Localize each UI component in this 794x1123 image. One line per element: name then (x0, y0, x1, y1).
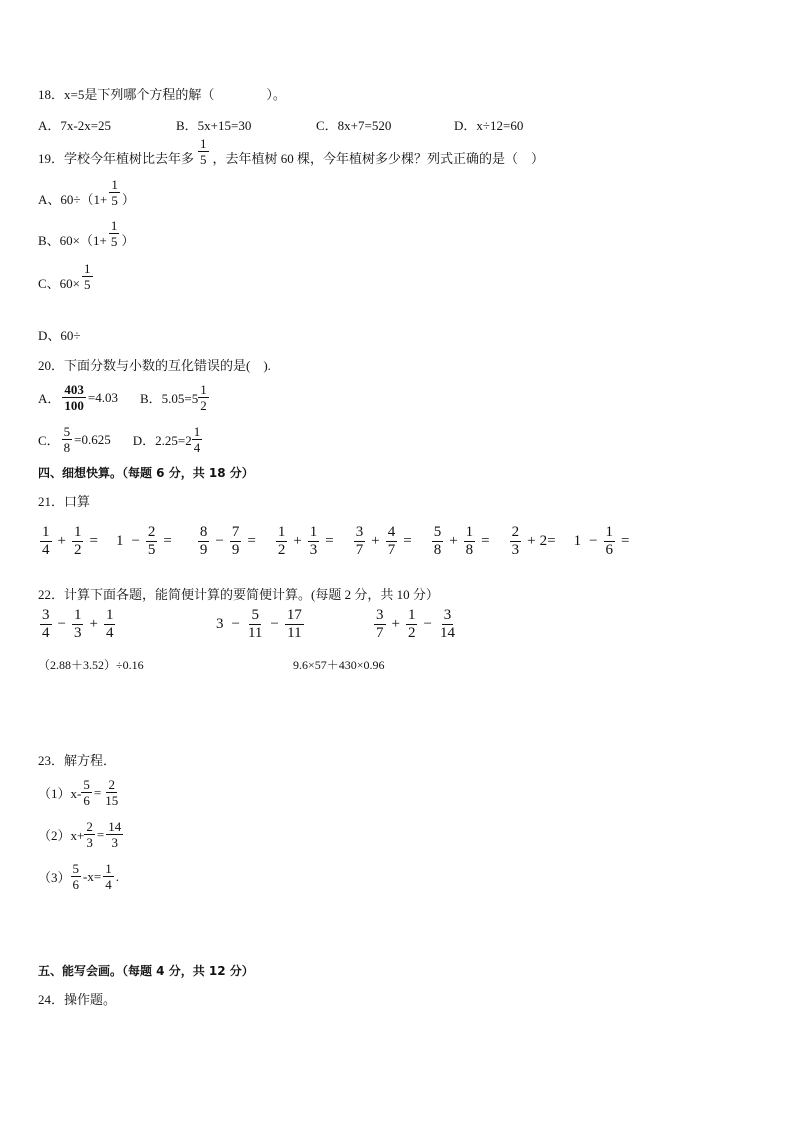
q23-title: 23．解方程． (38, 753, 117, 768)
q22-expr-1: $\frac{3}{4}$ − $\frac{1}{3}$ + $\frac{1}{4}$ (42, 607, 114, 641)
q23-part-1: （1）x- $\frac{5}{6}$ = $\frac{2}{15}$ (38, 777, 119, 808)
q20-options-ab: A． $\frac{403}{100}$ =4.03 B．5.05=5 $\frac{1}{2}$ (38, 382, 207, 413)
q21-item: $\frac{1}{4}$ + $\frac{1}{2}$ = (42, 524, 98, 558)
q21-item: $\frac{8}{9}$ − $\frac{7}{9}$ = (199, 524, 256, 558)
q21-item: 1 − $\frac{1}{6}$ = (573, 524, 630, 558)
fraction: $\frac{1}{5}$ (200, 136, 207, 167)
q22-expr-3: $\frac{3}{7}$ + $\frac{1}{2}$ − $\frac{3}{14}$ (376, 607, 455, 641)
q19-option-b: B、60×（1+ $\frac{1}{5}$ ） (38, 218, 135, 249)
fraction: $\frac{1}{5}$ (110, 218, 118, 249)
q19-stem: 19．学校今年植树比去年多 $\frac{1}{5}$ ，去年植树 60 棵，今年植树多少棵？列式正确的是（ ） (38, 136, 545, 167)
section-5-heading: 五、能写会画。（每题 4 分，共 12 分） (38, 964, 254, 978)
q18-stem: 18．x=5是下列哪个方程的解（ ）。 (38, 87, 286, 102)
q19-option-c: C、60× $\frac{1}{5}$ (38, 261, 91, 292)
q22-expr-4: （2.88＋3.52）÷0.16 (38, 658, 144, 672)
section-4-heading: 四、细想快算。（每题 6 分，共 18 分） (38, 466, 254, 480)
q21-item: $\frac{2}{3}$ + 2= (511, 524, 556, 558)
fraction: $\frac{1}{2}$ (200, 382, 207, 413)
fraction: $\frac{403}{100}$ (64, 382, 84, 413)
q22-title: 22．计算下面各题，能简便计算的要简便计算。(每题 2 分，共 10 分） (38, 587, 439, 602)
q21-item: 1 − $\frac{2}{5}$ = (115, 524, 172, 558)
q24-title: 24．操作题。 (38, 992, 117, 1007)
q21-title: 21．口算 (38, 494, 91, 509)
q18-option-a: A．7x-2x=25 (38, 118, 112, 133)
q21-item: $\frac{3}{7}$ + $\frac{4}{7}$ = (355, 524, 412, 558)
q19-option-a: A、60÷（1+ $\frac{1}{5}$ ） (38, 177, 135, 208)
q21-items (38, 525, 634, 558)
q21-item: $\frac{5}{8}$ + $\frac{1}{8}$ = (433, 524, 490, 558)
q22-expr-5: 9.6×57＋430×0.96 (293, 658, 385, 672)
q20-options-cd: C． $\frac{5}{8}$ =0.625 D．2.25=2 $\frac{1}{4}$ (38, 424, 201, 455)
q18-option-b: B．5x+15=30 (176, 118, 252, 133)
fraction: $\frac{5}{8}$ (63, 424, 71, 455)
q18-option-d: D．x÷12=60 (454, 118, 524, 133)
q23-part-2: （2）x+ $\frac{2}{3}$ = $\frac{14}{3}$ (38, 819, 122, 850)
q18-option-c: C．8x+7=520 (316, 118, 392, 133)
q19-option-d: D、60÷ (38, 328, 81, 343)
fraction: $\frac{1}{5}$ (84, 261, 91, 292)
q21-item: $\frac{1}{2}$ + $\frac{1}{3}$ = (277, 524, 334, 558)
q20-stem: 20．下面分数与小数的互化错误的是( ). (38, 358, 271, 373)
fraction: $\frac{1}{4}$ (193, 424, 201, 455)
fraction: $\frac{1}{5}$ (111, 177, 118, 208)
q23-part-3: （3） $\frac{5}{6}$ -x= $\frac{1}{4}$ . (38, 861, 119, 892)
q22-expr-2: 3 − $\frac{5}{11}$ − $\frac{17}{11}$ (216, 607, 302, 641)
